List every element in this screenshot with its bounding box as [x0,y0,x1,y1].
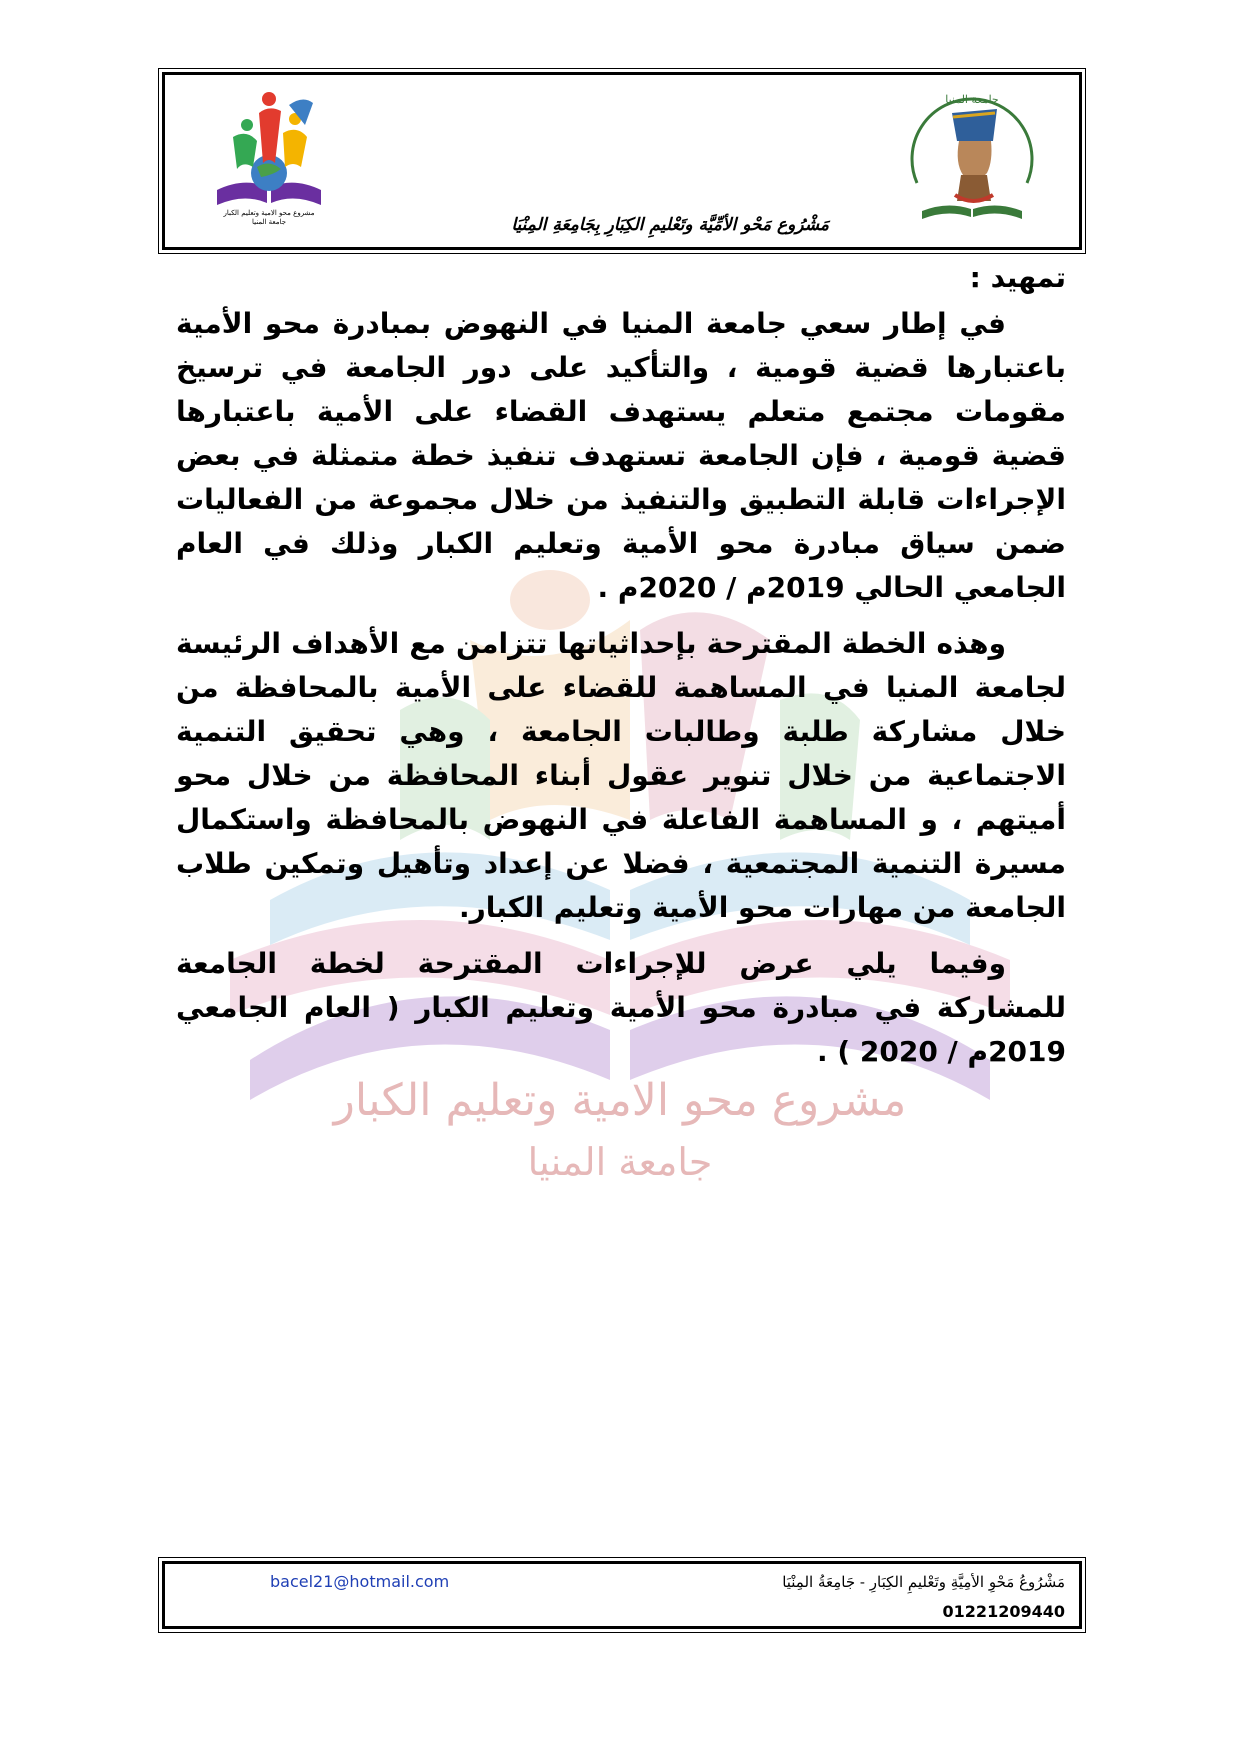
paragraph-procedures: وفيما يلي عرض للإجراءات المقترحة لخطة الجامعة للمشاركة في مبادرة محو الأمية وتعليم الكبار ( العام الجامعي 2019م / 2020 ) . [176,947,1066,1068]
paragraph-intro: في إطار سعي جامعة المنيا في النهوض بمبادرة محو الأمية باعتبارها قضية قومية ، والتأكيد على دور الجامعة في ترسيخ مقومات مجتمع متعلم يستهدف القضاء على الأمية باعتبارها قضية قومية ، فإن الجامعة تستهدف تنفيذ خطة متمثلة في بعض الإجراءات قابلة التطبيق والتنفيذ من خلال مجموعة من الفعاليات ضمن سياق مبادرة محو الأمية وتعليم الكبار وذلك في العام الجامعي الحالي 2019م / 2020م . [176,307,1066,604]
minia-university-logo [897,83,1047,233]
footer-phone: 01221209440 [942,1602,1065,1621]
paragraph-goals: وهذه الخطة المقترحة بإحداثياتها تتزامن مع الأهداف الرئيسة لجامعة المنيا في المساهمة للقضاء على الأمية بالمحافظة من خلال مشاركة طلبة وطالبات الجامعة ، وهي تحقيق التنمية الاجتماعية من خلال تنوير عقول أبناء المحافظة من خلال محو أميتهم ، و المساهمة الفاعلة في النهوض بالمحافظة واستكمال مسيرة التنمية المجتمعية ، فضلا عن إعداد وتأهيل وتمكين طلاب الجامعة من مهارات محو الأمية وتعليم الكبار. [176,627,1066,924]
footer-project-name: مَشْرُوعُ مَحْوِ الأمِيَّةِ وتَعْليمِ الكِبَارِ - جَامِعَةُ المِنْيَا [782,1573,1065,1591]
page-header [162,72,1082,250]
document-body [176,256,1066,1086]
watermark-title: مشروع محو الامية وتعليم الكبار [333,1075,907,1126]
left-logo-caption [209,209,329,227]
left-logo-caption-line1: مشروع محو الامية وتعليم الكبار [223,209,315,217]
people-icon [233,92,313,169]
literacy-project-logo [209,85,329,215]
footer-email-link[interactable]: bacel21@hotmail.com [270,1572,450,1591]
left-logo-caption-line2: جامعة المنيا [251,218,287,226]
page-footer [162,1561,1082,1629]
book-icon [922,205,1022,219]
section-heading: تمهيد : [969,261,1066,294]
right-logo-text: جامعة المنيا [945,93,999,106]
nefertiti-icon [952,109,997,201]
watermark-subtitle: جامعة المنيا [527,1140,713,1184]
header-project-title: مَشْرُوع مَحْو الأمِّيَّة وتَعْليمِ الكِبَارِ بِجَامِعَةِ المِنْيَا [511,215,829,235]
